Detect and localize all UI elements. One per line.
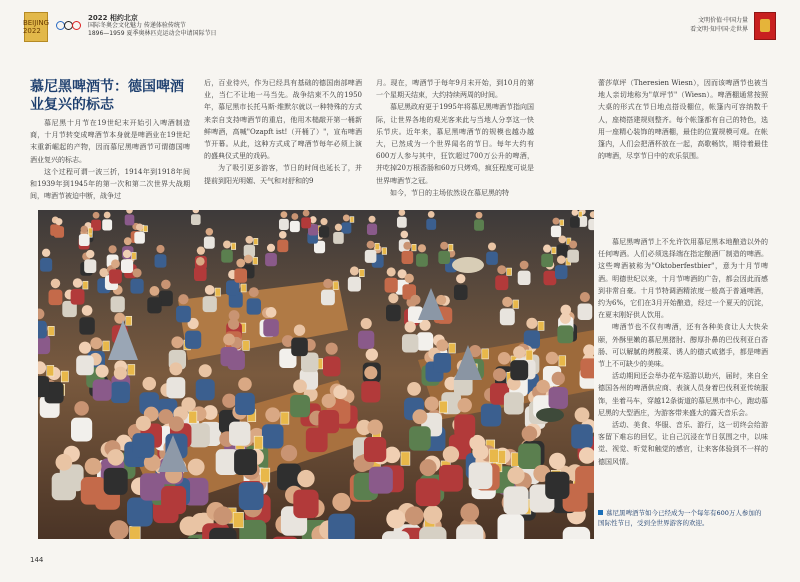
paragraph: 月。现在，啤酒节于每年9月末开始，到10月的第一个星期天结束，大约持续两周的时间。 <box>376 79 534 100</box>
text-column-4-continued <box>598 236 768 504</box>
header-left <box>24 12 216 42</box>
event-logo: BEIJING 2022 <box>24 12 48 42</box>
oktoberfest-crowd-photo <box>38 210 594 539</box>
header-right <box>690 12 776 40</box>
paragraph: 啤酒节也不仅有啤酒，还有各种美食让人大快朵颐，外酥里嫩的慕尼黑猪肘、醇厚扑鼻的巴伐利亚白香肠、可以解腻的烤酸菜、诱人的德式咸猪手，都是啤酒节上不可缺少的美味。 <box>598 323 768 369</box>
paragraph: 为了吸引更多游客，节日的时间也延长了，并提前到阳光明媚、天气和对舒和的9 <box>204 164 362 185</box>
paragraph: 后，百业待兴，作为已经具有基础的德国南部啤酒业，当仁不让地一马当先。战争结束不久的1950年，慕尼黑市长托马斯·维默尔就以一种特殊的方式来亲自支持啤酒节的重启，他用木槌敲开第一桶新鲜啤酒，高喊"Ozapft ist!（开桶了）"，宣布啤酒节开幕。从此，这种方式成了啤酒节每年必须上演的盛典仪式里的戏码。 <box>204 79 362 161</box>
paragraph: 慕尼黑政府更于1995年将慕尼黑啤酒节指向国际，让世界各地的观光客来此与当地人分享这一快乐节庆。近年来，慕尼黑啤酒节的规模也越办越大，已然成为一个世界闻名的节日。每年大约有600万人参与其中，狂饮超过700万公升的啤酒，并吃掉20万根香肠和60万只烤鸡，疯狂程度可说是世界啤酒节之冠。 <box>376 103 534 185</box>
header-line-3: 1896—1959 夏季奥林匹克运动会申请国际节日 <box>88 30 217 37</box>
header-right-line-1: 文明价值·中国力量 <box>698 17 748 24</box>
text-column-4 <box>598 77 768 233</box>
header-right-line-2: 看文明·知中国·走世界 <box>690 26 748 33</box>
stamp-icon <box>754 12 776 40</box>
olympic-rings-icon <box>54 12 82 40</box>
caption-marker-icon <box>598 510 603 515</box>
header-line-2: 国际冬奥会文化魅力 传递体验传统节 <box>88 22 186 29</box>
header-right-text <box>690 16 748 34</box>
article-title: 慕尼黑啤酒节：德国啤酒业复兴的标志 <box>30 79 184 113</box>
paragraph: 慕尼黑啤酒节上不允许饮用慕尼黑本地酿造以外的任何啤酒。人们必须选择端在指定酿酒厂制造的啤酒。这些啤酒被称为"Oktoberfestbier"，意为十月节啤酒。明德世纪以来，十月节啤酒的广告，都会因此而感到非常自豪。十月节特调酒精浓度一般高于普通啤酒，约为6%，它们在3月开始酿造，经过一个夏天的沉淀，在夏末刚好供人饮用。 <box>598 238 768 320</box>
paragraph: 如今，节日的主场依然设在慕尼黑的特 <box>390 188 509 197</box>
paragraph: 蕾莎草坪（Theresien Wiesn），因而该啤酒节也被当地人亲切地称为"草坪节"（Wiesn）。啤酒棚通常按照大桌的形式在节日地点搭设棚位，帐篷内可容纳数千人，座椅搭建规则整齐。每个帐篷都有自己的特色，选用一座精心装饰的啤酒棚，最佳的位置规模可观。在帐篷内，人们会把酒杯放在一起，高歌畅饮，期待着最佳的啤酒，尽享节日中的欢乐氛围。 <box>598 79 768 161</box>
paragraph: 活动期间还会举办花车巡游以助兴，届时，来自全德国各州的啤酒供应商、表演人员身着巴伐利亚传统服饰，坐着马车，穿越12条街道的慕尼黑市中心，跑动慕尼黑的大型酒庄，为游客带来盛大的露天音乐会。 <box>598 372 768 417</box>
header-text <box>88 14 216 38</box>
header-line-1: 2022 相约北京 <box>88 14 138 22</box>
text-column-1 <box>30 117 190 202</box>
photo-caption <box>598 508 766 528</box>
page-number: 144 <box>30 556 44 564</box>
paragraph: 这个过程可谓一波三折，1914年到1918年间和1939年到1945年的第一次和第二次世界大战期间，啤酒节被迫中断，战争过 <box>30 167 190 201</box>
paragraph: 慕尼黑十月节在19世纪末开始引入啤酒制造商，十月节转变成啤酒节本身就是啤酒业在19世纪末重新崛起的产物，因而慕尼黑啤酒节可谓德国啤酒业复兴的标志。 <box>30 119 190 164</box>
paragraph: 活动、美食、华服、音乐、游行，这一切终会给游客留下难忘的回忆，让自己沉浸在节日氛围之中，以味觉、视觉、听觉和触觉的感官，让来客体验到不一样的德国风情。 <box>598 421 768 466</box>
caption-text: 慕尼黑啤酒节如今已经成为一个每年有600万人参加的国际性节日，受到全世界游客的欢迎。 <box>598 509 762 527</box>
text-column-2 <box>204 77 362 187</box>
text-column-3 <box>376 77 534 199</box>
